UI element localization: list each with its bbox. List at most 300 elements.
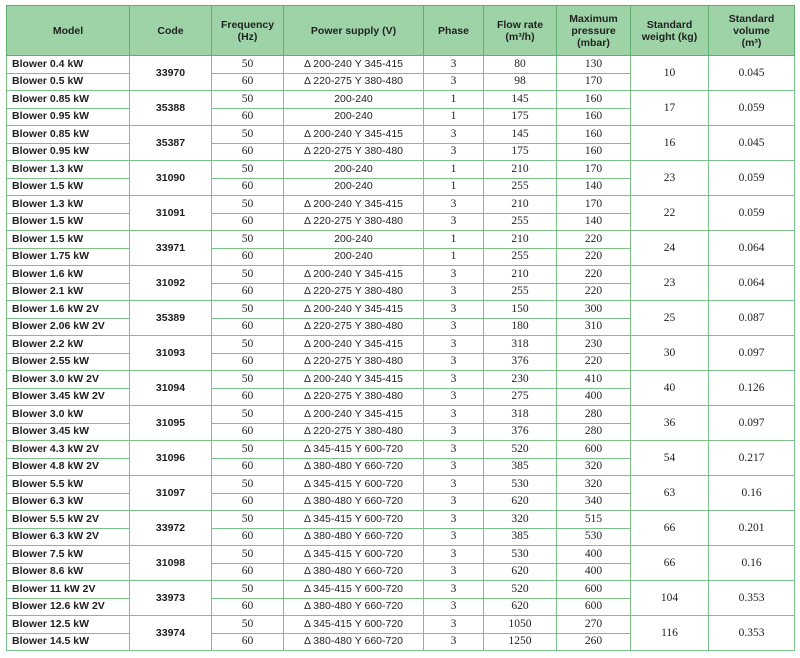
max-pressure-cell: 170 — [557, 196, 631, 214]
model-cell: Blower 5.5 kW — [7, 476, 130, 494]
table-row — [7, 91, 795, 109]
header-row — [7, 6, 795, 56]
power-supply-cell: Δ 220-275 Y 380-480 — [284, 143, 424, 161]
phase-cell: 3 — [424, 336, 484, 354]
frequency-cell: 50 — [212, 161, 284, 179]
flow-rate-cell: 255 — [484, 178, 557, 196]
power-supply-cell: Δ 220-275 Y 380-480 — [284, 388, 424, 406]
weight-cell: 23 — [631, 266, 709, 301]
max-pressure-cell: 160 — [557, 108, 631, 126]
power-supply-cell: Δ 220-275 Y 380-480 — [284, 423, 424, 441]
model-cell: Blower 11 kW 2V — [7, 581, 130, 599]
model-cell: Blower 1.6 kW 2V — [7, 301, 130, 319]
model-cell: Blower 12.5 kW — [7, 616, 130, 634]
frequency-cell: 60 — [212, 283, 284, 301]
code-cell: 35389 — [130, 301, 212, 336]
power-supply-cell: Δ 220-275 Y 380-480 — [284, 283, 424, 301]
table-row — [7, 56, 795, 74]
column-header-pressure-line: Maximum — [569, 12, 618, 25]
max-pressure-cell: 170 — [557, 73, 631, 91]
frequency-cell: 50 — [212, 126, 284, 144]
flow-rate-cell: 520 — [484, 581, 557, 599]
frequency-cell: 50 — [212, 336, 284, 354]
volume-cell: 0.353 — [709, 616, 795, 651]
table-row — [7, 581, 795, 599]
max-pressure-cell: 170 — [557, 161, 631, 179]
phase-cell: 3 — [424, 633, 484, 651]
column-header-power-line: Power supply (V) — [310, 24, 397, 37]
volume-cell: 0.059 — [709, 91, 795, 126]
max-pressure-cell: 220 — [557, 231, 631, 249]
volume-cell: 0.045 — [709, 126, 795, 161]
flow-rate-cell: 175 — [484, 143, 557, 161]
volume-cell: 0.045 — [709, 56, 795, 91]
phase-cell: 3 — [424, 196, 484, 214]
volume-cell: 0.059 — [709, 196, 795, 231]
max-pressure-cell: 140 — [557, 213, 631, 231]
phase-cell: 3 — [424, 73, 484, 91]
max-pressure-cell: 230 — [557, 336, 631, 354]
phase-cell: 1 — [424, 231, 484, 249]
table-row — [7, 546, 795, 564]
frequency-cell: 60 — [212, 563, 284, 581]
model-cell: Blower 0.85 kW — [7, 91, 130, 109]
flow-rate-cell: 210 — [484, 266, 557, 284]
table-row — [7, 231, 795, 249]
flow-rate-cell: 1250 — [484, 633, 557, 651]
table-row — [7, 511, 795, 529]
phase-cell: 3 — [424, 266, 484, 284]
phase-cell: 3 — [424, 476, 484, 494]
phase-cell: 1 — [424, 178, 484, 196]
volume-cell: 0.087 — [709, 301, 795, 336]
model-cell: Blower 1.75 kW — [7, 248, 130, 266]
weight-cell: 23 — [631, 161, 709, 196]
flow-rate-cell: 255 — [484, 213, 557, 231]
column-header-model-line: Model — [52, 24, 84, 37]
volume-cell: 0.064 — [709, 231, 795, 266]
frequency-cell: 50 — [212, 616, 284, 634]
table-row — [7, 336, 795, 354]
column-header-volume-line: (m³) — [741, 36, 762, 49]
column-header-flow-line: Flow rate — [496, 18, 544, 31]
model-cell: Blower 1.5 kW — [7, 231, 130, 249]
frequency-cell: 60 — [212, 143, 284, 161]
power-supply-cell: Δ 200-240 Y 345-415 — [284, 371, 424, 389]
power-supply-cell: Δ 220-275 Y 380-480 — [284, 353, 424, 371]
column-header-weight-line: weight (kg) — [641, 30, 698, 43]
volume-cell: 0.16 — [709, 546, 795, 581]
column-header-phase-line: Phase — [438, 24, 469, 37]
column-header-volume-line: volume — [733, 24, 770, 37]
code-cell: 31091 — [130, 196, 212, 231]
code-cell: 33974 — [130, 616, 212, 651]
max-pressure-cell: 220 — [557, 283, 631, 301]
frequency-cell: 50 — [212, 476, 284, 494]
frequency-cell: 50 — [212, 581, 284, 599]
phase-cell: 3 — [424, 441, 484, 459]
flow-rate-cell: 275 — [484, 388, 557, 406]
model-cell: Blower 1.5 kW — [7, 213, 130, 231]
model-cell: Blower 0.95 kW — [7, 143, 130, 161]
power-supply-cell: Δ 220-275 Y 380-480 — [284, 73, 424, 91]
phase-cell: 3 — [424, 143, 484, 161]
max-pressure-cell: 220 — [557, 353, 631, 371]
table-row — [7, 301, 795, 319]
flow-rate-cell: 620 — [484, 493, 557, 511]
frequency-cell: 50 — [212, 546, 284, 564]
phase-cell: 1 — [424, 248, 484, 266]
power-supply-cell: Δ 380-480 Y 660-720 — [284, 493, 424, 511]
flow-rate-cell: 520 — [484, 441, 557, 459]
frequency-cell: 60 — [212, 213, 284, 231]
column-header-frequency-line: (Hz) — [237, 30, 258, 43]
power-supply-cell: Δ 345-415 Y 600-720 — [284, 511, 424, 529]
flow-rate-cell: 376 — [484, 423, 557, 441]
table-row — [7, 371, 795, 389]
frequency-cell: 50 — [212, 371, 284, 389]
weight-cell: 36 — [631, 406, 709, 441]
frequency-cell: 50 — [212, 266, 284, 284]
table-row — [7, 126, 795, 144]
column-header-flow — [484, 6, 557, 56]
power-supply-cell: Δ 200-240 Y 345-415 — [284, 126, 424, 144]
column-header-pressure-line: pressure — [571, 24, 616, 37]
flow-rate-cell: 620 — [484, 563, 557, 581]
flow-rate-cell: 98 — [484, 73, 557, 91]
weight-cell: 66 — [631, 511, 709, 546]
max-pressure-cell: 400 — [557, 388, 631, 406]
weight-cell: 22 — [631, 196, 709, 231]
weight-cell: 25 — [631, 301, 709, 336]
table-row — [7, 196, 795, 214]
code-cell: 35387 — [130, 126, 212, 161]
power-supply-cell: Δ 345-415 Y 600-720 — [284, 581, 424, 599]
model-cell: Blower 8.6 kW — [7, 563, 130, 581]
weight-cell: 40 — [631, 371, 709, 406]
frequency-cell: 50 — [212, 406, 284, 424]
frequency-cell: 60 — [212, 353, 284, 371]
volume-cell: 0.217 — [709, 441, 795, 476]
phase-cell: 3 — [424, 546, 484, 564]
phase-cell: 3 — [424, 56, 484, 74]
phase-cell: 1 — [424, 91, 484, 109]
phase-cell: 1 — [424, 161, 484, 179]
max-pressure-cell: 140 — [557, 178, 631, 196]
power-supply-cell: Δ 200-240 Y 345-415 — [284, 336, 424, 354]
volume-cell: 0.353 — [709, 581, 795, 616]
frequency-cell: 60 — [212, 598, 284, 616]
weight-cell: 24 — [631, 231, 709, 266]
volume-cell: 0.059 — [709, 161, 795, 196]
code-cell: 33971 — [130, 231, 212, 266]
flow-rate-cell: 1050 — [484, 616, 557, 634]
power-supply-cell: Δ 345-415 Y 600-720 — [284, 546, 424, 564]
frequency-cell: 50 — [212, 56, 284, 74]
volume-cell: 0.097 — [709, 406, 795, 441]
max-pressure-cell: 400 — [557, 546, 631, 564]
flow-rate-cell: 385 — [484, 528, 557, 546]
flow-rate-cell: 210 — [484, 196, 557, 214]
column-header-flow-line: (m³/h) — [505, 30, 535, 43]
model-cell: Blower 1.5 kW — [7, 178, 130, 196]
weight-cell: 104 — [631, 581, 709, 616]
code-cell: 31098 — [130, 546, 212, 581]
code-cell: 31092 — [130, 266, 212, 301]
flow-rate-cell: 150 — [484, 301, 557, 319]
power-supply-cell: Δ 220-275 Y 380-480 — [284, 213, 424, 231]
phase-cell: 3 — [424, 563, 484, 581]
column-header-code-line: Code — [157, 24, 184, 37]
max-pressure-cell: 530 — [557, 528, 631, 546]
flow-rate-cell: 175 — [484, 108, 557, 126]
weight-cell: 30 — [631, 336, 709, 371]
power-supply-cell: Δ 200-240 Y 345-415 — [284, 56, 424, 74]
power-supply-cell: 200-240 — [284, 178, 424, 196]
model-cell: Blower 14.5 kW — [7, 633, 130, 651]
code-cell: 33973 — [130, 581, 212, 616]
max-pressure-cell: 600 — [557, 441, 631, 459]
model-cell: Blower 7.5 kW — [7, 546, 130, 564]
flow-rate-cell: 180 — [484, 318, 557, 336]
phase-cell: 3 — [424, 458, 484, 476]
model-cell: Blower 2.1 kW — [7, 283, 130, 301]
table-row — [7, 441, 795, 459]
frequency-cell: 60 — [212, 493, 284, 511]
code-cell: 31094 — [130, 371, 212, 406]
column-header-pressure — [557, 6, 631, 56]
model-cell: Blower 2.2 kW — [7, 336, 130, 354]
code-cell: 33970 — [130, 56, 212, 91]
phase-cell: 3 — [424, 406, 484, 424]
phase-cell: 3 — [424, 581, 484, 599]
volume-cell: 0.16 — [709, 476, 795, 511]
flow-rate-cell: 620 — [484, 598, 557, 616]
power-supply-cell: Δ 345-415 Y 600-720 — [284, 441, 424, 459]
table-row — [7, 161, 795, 179]
phase-cell: 3 — [424, 318, 484, 336]
max-pressure-cell: 130 — [557, 56, 631, 74]
model-cell: Blower 3.0 kW 2V — [7, 371, 130, 389]
frequency-cell: 60 — [212, 73, 284, 91]
model-cell: Blower 2.55 kW — [7, 353, 130, 371]
power-supply-cell: Δ 200-240 Y 345-415 — [284, 196, 424, 214]
column-header-weight — [631, 6, 709, 56]
power-supply-cell: 200-240 — [284, 161, 424, 179]
flow-rate-cell: 320 — [484, 511, 557, 529]
phase-cell: 3 — [424, 493, 484, 511]
table-row — [7, 266, 795, 284]
max-pressure-cell: 160 — [557, 91, 631, 109]
max-pressure-cell: 400 — [557, 563, 631, 581]
power-supply-cell: 200-240 — [284, 248, 424, 266]
weight-cell: 54 — [631, 441, 709, 476]
model-cell: Blower 6.3 kW 2V — [7, 528, 130, 546]
table-row — [7, 406, 795, 424]
max-pressure-cell: 260 — [557, 633, 631, 651]
model-cell: Blower 5.5 kW 2V — [7, 511, 130, 529]
power-supply-cell: Δ 200-240 Y 345-415 — [284, 406, 424, 424]
phase-cell: 3 — [424, 388, 484, 406]
code-cell: 31097 — [130, 476, 212, 511]
power-supply-cell: Δ 380-480 Y 660-720 — [284, 528, 424, 546]
phase-cell: 3 — [424, 528, 484, 546]
model-cell: Blower 1.3 kW — [7, 161, 130, 179]
frequency-cell: 60 — [212, 633, 284, 651]
max-pressure-cell: 280 — [557, 406, 631, 424]
frequency-cell: 60 — [212, 458, 284, 476]
model-cell: Blower 0.95 kW — [7, 108, 130, 126]
column-header-power — [284, 6, 424, 56]
flow-rate-cell: 230 — [484, 371, 557, 389]
table-row — [7, 616, 795, 634]
max-pressure-cell: 320 — [557, 458, 631, 476]
phase-cell: 3 — [424, 371, 484, 389]
frequency-cell: 50 — [212, 301, 284, 319]
frequency-cell: 50 — [212, 196, 284, 214]
flow-rate-cell: 255 — [484, 248, 557, 266]
max-pressure-cell: 600 — [557, 581, 631, 599]
frequency-cell: 60 — [212, 248, 284, 266]
flow-rate-cell: 145 — [484, 126, 557, 144]
phase-cell: 3 — [424, 598, 484, 616]
frequency-cell: 50 — [212, 91, 284, 109]
volume-cell: 0.126 — [709, 371, 795, 406]
max-pressure-cell: 270 — [557, 616, 631, 634]
phase-cell: 3 — [424, 423, 484, 441]
column-header-weight-line: Standard — [646, 18, 693, 31]
flow-rate-cell: 145 — [484, 91, 557, 109]
power-supply-cell: Δ 200-240 Y 345-415 — [284, 266, 424, 284]
column-header-frequency — [212, 6, 284, 56]
volume-cell: 0.064 — [709, 266, 795, 301]
weight-cell: 10 — [631, 56, 709, 91]
table-body — [7, 56, 795, 651]
code-cell: 35388 — [130, 91, 212, 126]
model-cell: Blower 3.45 kW — [7, 423, 130, 441]
model-cell: Blower 4.3 kW 2V — [7, 441, 130, 459]
model-cell: Blower 0.4 kW — [7, 56, 130, 74]
flow-rate-cell: 210 — [484, 231, 557, 249]
code-cell: 31095 — [130, 406, 212, 441]
phase-cell: 3 — [424, 213, 484, 231]
phase-cell: 3 — [424, 301, 484, 319]
code-cell: 31093 — [130, 336, 212, 371]
weight-cell: 17 — [631, 91, 709, 126]
column-header-volume-line: Standard — [728, 12, 775, 25]
code-cell: 33972 — [130, 511, 212, 546]
phase-cell: 3 — [424, 283, 484, 301]
column-header-phase — [424, 6, 484, 56]
flow-rate-cell: 530 — [484, 476, 557, 494]
max-pressure-cell: 160 — [557, 126, 631, 144]
max-pressure-cell: 320 — [557, 476, 631, 494]
flow-rate-cell: 318 — [484, 406, 557, 424]
power-supply-cell: Δ 380-480 Y 660-720 — [284, 633, 424, 651]
frequency-cell: 60 — [212, 178, 284, 196]
power-supply-cell: Δ 345-415 Y 600-720 — [284, 616, 424, 634]
max-pressure-cell: 300 — [557, 301, 631, 319]
column-header-pressure-line: (mbar) — [577, 36, 610, 49]
code-cell: 31090 — [130, 161, 212, 196]
power-supply-cell: Δ 380-480 Y 660-720 — [284, 563, 424, 581]
flow-rate-cell: 376 — [484, 353, 557, 371]
flow-rate-cell: 255 — [484, 283, 557, 301]
frequency-cell: 50 — [212, 441, 284, 459]
max-pressure-cell: 280 — [557, 423, 631, 441]
frequency-cell: 60 — [212, 318, 284, 336]
max-pressure-cell: 340 — [557, 493, 631, 511]
blower-spec-table — [6, 5, 795, 651]
weight-cell: 116 — [631, 616, 709, 651]
frequency-cell: 60 — [212, 423, 284, 441]
phase-cell: 1 — [424, 108, 484, 126]
power-supply-cell: Δ 380-480 Y 660-720 — [284, 598, 424, 616]
model-cell: Blower 1.6 kW — [7, 266, 130, 284]
power-supply-cell: 200-240 — [284, 91, 424, 109]
flow-rate-cell: 210 — [484, 161, 557, 179]
max-pressure-cell: 410 — [557, 371, 631, 389]
column-header-frequency-line: Frequency — [220, 18, 275, 31]
frequency-cell: 60 — [212, 108, 284, 126]
phase-cell: 3 — [424, 511, 484, 529]
flow-rate-cell: 530 — [484, 546, 557, 564]
model-cell: Blower 12.6 kW 2V — [7, 598, 130, 616]
model-cell: Blower 6.3 kW — [7, 493, 130, 511]
column-header-volume — [709, 6, 795, 56]
max-pressure-cell: 220 — [557, 248, 631, 266]
flow-rate-cell: 80 — [484, 56, 557, 74]
power-supply-cell: Δ 200-240 Y 345-415 — [284, 301, 424, 319]
power-supply-cell: Δ 220-275 Y 380-480 — [284, 318, 424, 336]
phase-cell: 3 — [424, 353, 484, 371]
weight-cell: 66 — [631, 546, 709, 581]
power-supply-cell: 200-240 — [284, 108, 424, 126]
phase-cell: 3 — [424, 616, 484, 634]
frequency-cell: 60 — [212, 528, 284, 546]
weight-cell: 16 — [631, 126, 709, 161]
volume-cell: 0.097 — [709, 336, 795, 371]
max-pressure-cell: 600 — [557, 598, 631, 616]
model-cell: Blower 4.8 kW 2V — [7, 458, 130, 476]
model-cell: Blower 2.06 kW 2V — [7, 318, 130, 336]
model-cell: Blower 0.5 kW — [7, 73, 130, 91]
model-cell: Blower 3.45 kW 2V — [7, 388, 130, 406]
flow-rate-cell: 318 — [484, 336, 557, 354]
max-pressure-cell: 515 — [557, 511, 631, 529]
phase-cell: 3 — [424, 126, 484, 144]
flow-rate-cell: 385 — [484, 458, 557, 476]
volume-cell: 0.201 — [709, 511, 795, 546]
max-pressure-cell: 310 — [557, 318, 631, 336]
power-supply-cell: Δ 345-415 Y 600-720 — [284, 476, 424, 494]
column-header-model — [7, 6, 130, 56]
column-header-code — [130, 6, 212, 56]
weight-cell: 63 — [631, 476, 709, 511]
model-cell: Blower 0.85 kW — [7, 126, 130, 144]
frequency-cell: 50 — [212, 231, 284, 249]
model-cell: Blower 3.0 kW — [7, 406, 130, 424]
max-pressure-cell: 160 — [557, 143, 631, 161]
table-row — [7, 476, 795, 494]
power-supply-cell: 200-240 — [284, 231, 424, 249]
code-cell: 31096 — [130, 441, 212, 476]
model-cell: Blower 1.3 kW — [7, 196, 130, 214]
max-pressure-cell: 220 — [557, 266, 631, 284]
power-supply-cell: Δ 380-480 Y 660-720 — [284, 458, 424, 476]
frequency-cell: 50 — [212, 511, 284, 529]
frequency-cell: 60 — [212, 388, 284, 406]
